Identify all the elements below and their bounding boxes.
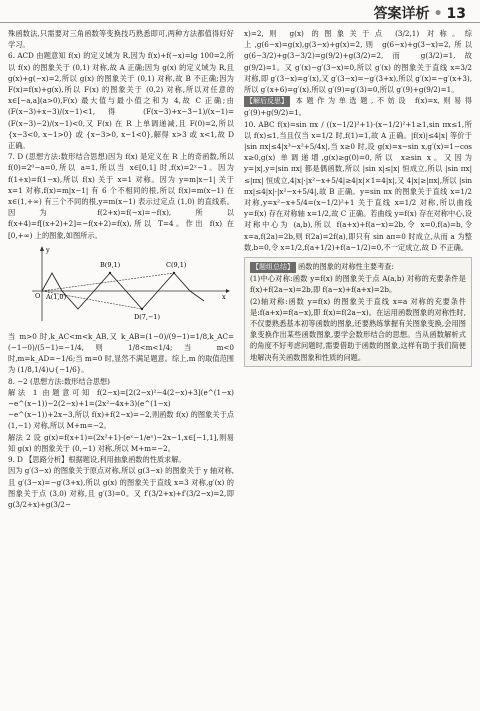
reflection-text: 本题作为单选题,不妨设 f(x)=x,则易得 g′(9)+g(9/2)=1。 — [244, 96, 472, 118]
header-title: 答案详析 — [373, 6, 430, 22]
point-d — [141, 308, 143, 310]
point-b — [109, 272, 111, 274]
summary-tag: 【题组总结】 — [250, 262, 296, 273]
header-brand — [374, 3, 466, 23]
summary-line-3: (2)轴对称:函数 y=f(x) 的图象关于直线 x=a 对称的充要条件是:f(a+x)=f(a−x),即 f(x)=f(2a−x)。在运用函数图象的对称性时,不仅要熟悉基本初等函数的图象,还要熟练掌握有关图象变换,会用图象变换作出某些函数图象,要学会数形结合的思想。当从函数解析式的角度不好考虑问题时,需要借助于函数的图象,这样有助于我们简便地解决有关函数图象和性质的问题。 — [250, 296, 466, 362]
page-header — [0, 0, 480, 22]
answer-9: 9. D 【思路分析】根据题设,利用抽象函数的性质求解。 — [8, 455, 186, 465]
answer-10: 10. ABC f(x)=sin πx / ((x−1/2)²+1)·(x−1/2)²+1≥1,sin πx≤1,所以 f(x)≤1,当且仅当 x=1/2 时,f(1)=1,故 A 正确。|f(x)|≤4|x| 等价于 |sin πx|≤4|x³−x²+5/4x|,当 x≥0 时,设 g(x)=x−sin x,g′(x)=1−cos x≥0,g(x) 单调递增,g(x)≥g(0)=0,所以 x≥sin x。又因为 y=|x|,y=|sin πx| 都是偶函数,所以 |sin x|≤|x| 恒成立,所以 |sin πx|≤|πx| 恒成立,4|x|·|x²−x+5/4|≥4|x|×1=4|x|,又 4|x|≥|πx|,所以 |sin πx|≤4|x|·|x²−x+5/4|,故 B 正确。y=sin πx 的图象关于直线 x=1/2 对称,y=x²−x+5/4=(x−1/2)²+1 关于直线 x=1/2 对称,所以曲线 y=f(x) 存在对称轴 x=1/2,故 C 正确。若曲线 y=f(x) 存在对称中心,设对称中心为 (a,b),所以 f(a+x)+f(a−x)=2b,令 x=0,f(a)=b,令 x=a,f(2a)=2b,则 f(2a)=2f(a),即只有 sin aπ=0 时成立,从而 a 为整数,b=0,令 x=1/2,f(a+1/2)+f(a−1/2)=0,不一定成立,故 D 不正确。 — [244, 119, 472, 252]
summary-line-1 — [250, 261, 466, 273]
y-axis-arrow — [40, 246, 44, 251]
label-origin: O — [35, 291, 41, 300]
answer-7-range: 当 m>0 时,k_AC<m<k_AB,又 k_AB=(1−0)/(9−1)=1/8,k_AC=(−1−0)/(5−1)=−1/4,则 1/8<m<1/4;当 m<0 时,m=k_AD=−1/6;当 m=0 时,显然不满足题意。综上,m 的取值范围为 (1/8,1/4)∪{−1/6}。 — [8, 331, 234, 375]
label-y: y — [46, 245, 50, 254]
answer-8-method-1: 解法 1 由题意可知 f(2−x)=[2(2−x)²−4(2−x)+3](e^(1−x)−e^(x−1))−2(2−x)+1=(2x²−4x+3)(e^(1−x)−e^(x−1))+2x−3,所以 f(x)+f(2−x)=−2,则函数 f(x) 的图象关于点 (1,−1) 对称,所以 M+m=−2。 — [8, 387, 234, 431]
reflection-tag: 【解后反思】 — [244, 96, 290, 107]
header-rule — [0, 22, 480, 23]
reflection — [244, 95, 472, 118]
page-number: 13 — [446, 6, 466, 22]
x-axis-arrow — [226, 289, 230, 293]
header-dot: • — [433, 6, 443, 22]
paragraph-intro: 殊函数法,只需要对三角函数等变换技巧熟悉即可,两种方法都值得好好学习。 — [8, 29, 234, 50]
answer-6: 6. ACD 由题意知 f(x) 的定义域为 R,因为 f(x)+f(−x)=lg 100=2,所以 f(x) 的图象关于 (0,1) 对称,故 A 正确;因为 g(x) 的定义域为 R,且 g(x)+g(−x)=2,所以 g(x) 的图象关于 (0,1) 对称,故 B 不正确;因为 F(x)=f(x)+g(x),所以 F(x) 的图象关于 (0,2) 对称,所以对任意的 x∈[−a,a](a>0),F(x) 最大值与最小值之和为 4,故 C 正确;由 (F(x−3)+x−3)/(x−1)<1,得 (F(x−3)+x−3−1)/(x−1)=(F(x−3)−2)/(x−1)<0,又 F(x) 在 R 上单调递减,且 F(0)=2,所以 {x−3<0, x−1>0} 或 {x−3>0, x−1<0},解得 x>3 或 x<1,故 D 正确。 — [8, 51, 234, 151]
summary-box — [244, 257, 472, 367]
graph-svg — [8, 243, 234, 329]
right-column — [244, 28, 472, 367]
answer-7: 7. D (思想方法:数形结合思想)因为 f(x) 是定义在 R 上的奇函数,所以 f(0)=2⁰−a=0,所以 a=1,所以当 x∈[0,1] 时,f(x)=2ˣ−1。因为 f(1+x)=f(1−x),所以 f(x) 关于 x=1 对称。因为 y=m|x−1| 关于 x=1 对称,f(x)=m|x−1| 有 6 个不相同的根,所以 f(x)=m(x−1) 在 x∈(1,+∞) 有三个不同的根,y=m(x−1) 表示过定点 (1,0) 的直线系。因为 f(2+x)=f(−x)=−f(x),所以 f(x+4)=f[(x+2)+2]=−f(x+2)=f(x),所以 T=4。作出 f(x) 在 [0,+∞) 上的图象,如图所示。 — [8, 152, 234, 240]
left-column — [8, 28, 234, 510]
point-c — [173, 272, 175, 274]
function-graph — [8, 243, 234, 329]
label-c: C(9,1) — [166, 260, 187, 269]
summary-line-2: (1)中心对称:函数 y=f(x) 的图象关于点 A(a,b) 对称的充要条件是 f(x)+f(2a−x)=2b,即 f(a−x)+f(a+x)=2b。 — [250, 274, 466, 295]
label-x: x — [222, 292, 226, 301]
label-a: A(1,0) — [46, 292, 67, 301]
label-d: D(7,−1) — [134, 312, 161, 321]
answer-9-continued: x)=2,则 g(x) 的图象关于点 (3/2,1) 对称。综上,g(6−x)=g(x),g(3−x)+g(x)=2,则 g(6−x)+g(3−x)=2,所以 g(6−3/2)+g(3−3/2)=g(9/2)+g(3/2)=2,而 g(3/2)=1,故 g(9/2)=1。又 g′(x)−g′(3−x)=0,所以 g′(x) 的图象关于直线 x=3/2 对称,即 g′(3−x)=g′(x),又 g′(3−x)=−g′(3+x),所以 g′(x)=−g′(x+3),所以 g′(x+6)=g′(x),所以 g′(9)=g′(3)=0,所以 g′(9)+g(9/2)=1。 — [244, 29, 472, 95]
answer-9-body: 因为 g′(3−x) 的图象关于原点对称,所以 g(3−x) 的图象关于 y 轴对称,且 g′(3−x)=−g′(3+x),所以 g(x) 的图象关于直线 x=3 对称,g′(x) 的图象关于点 (3,0) 对称,且 g′(3)=0。又 f′(3/2+x)+f′(3/2−x)=2,即 g(3/2+x)+g(3/2− — [8, 466, 234, 509]
summary-intro: 函数的图象的对称性主要考查: — [298, 262, 394, 272]
answer-8-method-2: 解法 2 设 g(x)=f(x+1)=(2x²+1)·(eˣ−1/eˣ)−2x−1,x∈[−1,1],则易知 g(x) 的图象关于 (0,−1) 对称,所以 M+m=−2。 — [8, 432, 234, 453]
answer-8: 8. −2 (思想方法:数形结合思想) — [8, 376, 110, 386]
label-b: B(9,1) — [100, 260, 121, 269]
